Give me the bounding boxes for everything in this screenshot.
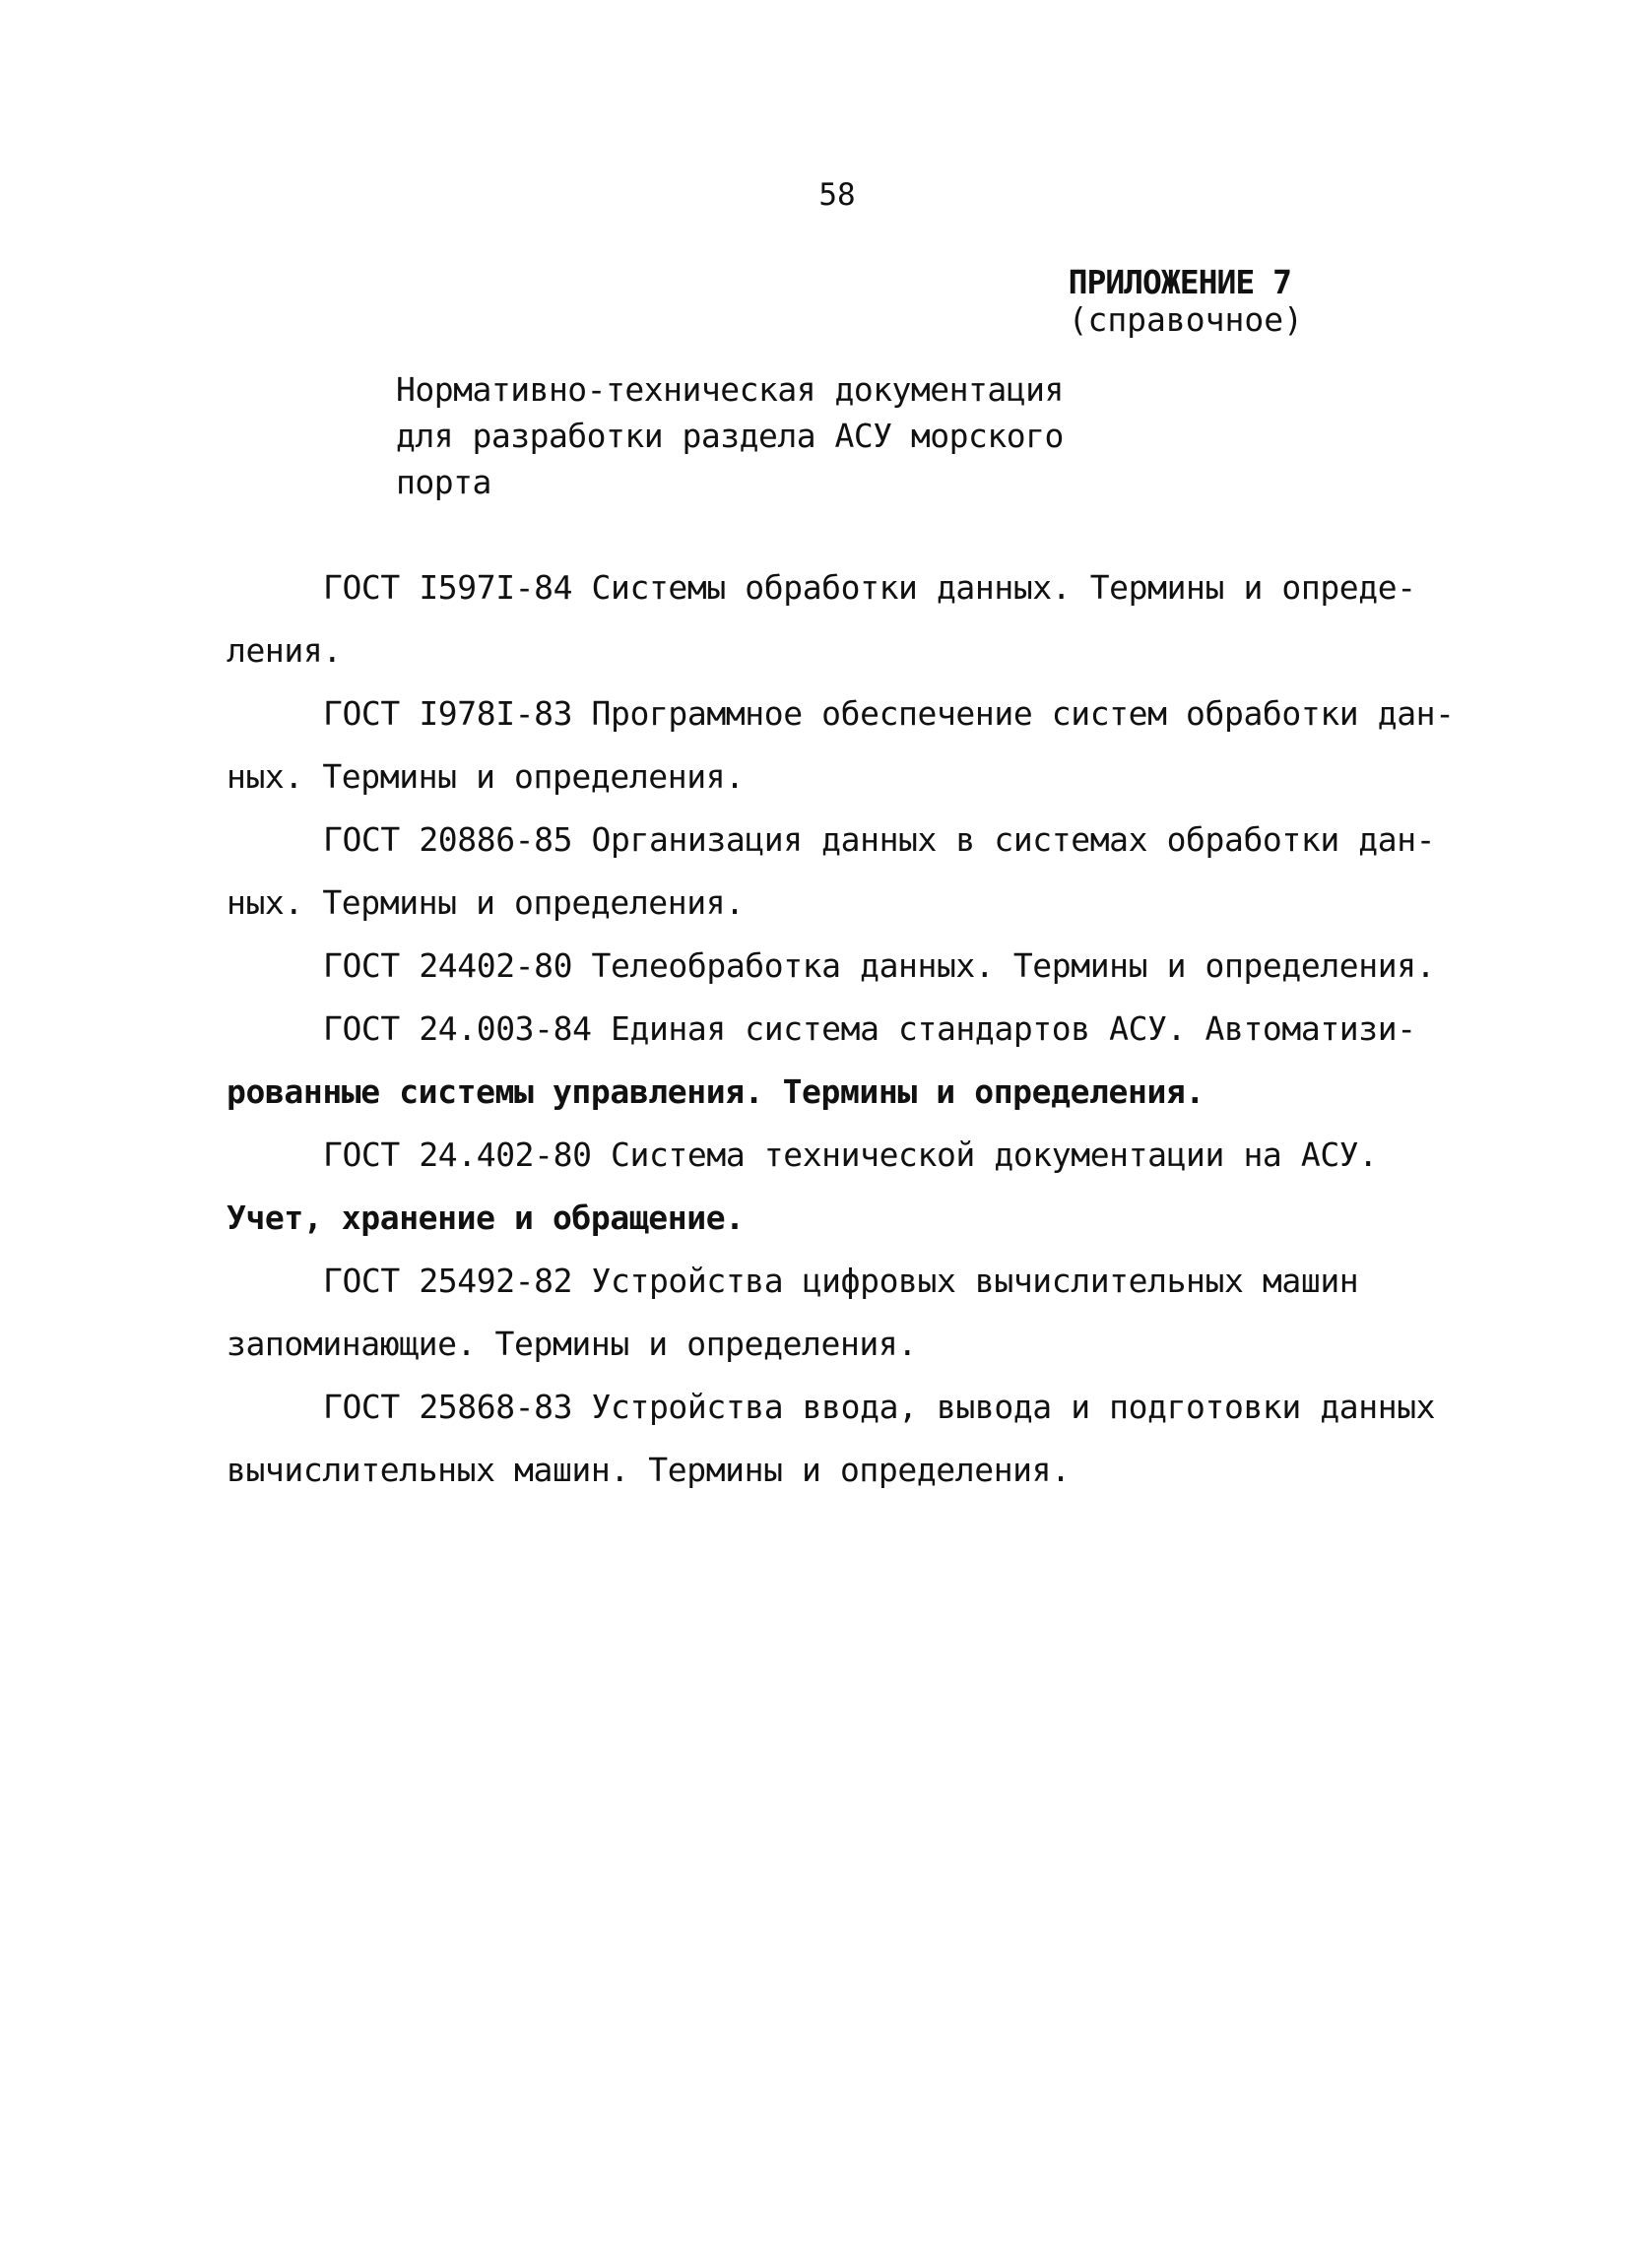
appendix-label: ПРИЛОЖЕНИЕ 7 (1068, 263, 1291, 301)
references-list (227, 556, 1455, 1502)
reference-line: Учет, хранение и обращение. (227, 1199, 745, 1237)
appendix-note: (справочное) (1068, 300, 1303, 339)
reference-line: ГОСТ I978I-83 Программное обеспечение систем обработки дан- (323, 694, 1455, 733)
reference-line: вычислительных машин. Термины и определения. (227, 1451, 1071, 1489)
reference-line: ГОСТ 20886-85 Организация данных в системах обработки дан- (323, 820, 1436, 859)
reference-item-7 (227, 1250, 1438, 1376)
reference-item-4 (227, 935, 1438, 998)
reference-line: ГОСТ 25868-83 Устройства ввода, вывода и подготовки данных (323, 1388, 1436, 1426)
reference-line: ных. Термины и определения. (227, 757, 745, 796)
reference-item-6 (227, 1124, 1438, 1250)
appendix-header (1069, 264, 1303, 339)
reference-line: ГОСТ 25492-82 Устройства цифровых вычислительных машин (323, 1262, 1359, 1300)
reference-line: запоминающие. Термины и определения. (227, 1325, 917, 1363)
reference-line: ГОСТ 24.402-80 Система технической документации на АСУ. (323, 1135, 1378, 1174)
reference-item-1 (227, 556, 1438, 682)
heading-line-1: Нормативно-техническая документация (396, 370, 1064, 409)
reference-line: ГОСТ 24402-80 Телеобработка данных. Термины и определения. (323, 946, 1436, 985)
reference-item-3 (227, 809, 1438, 935)
reference-item-2 (227, 682, 1455, 809)
reference-line: ГОСТ 24.003-84 Единая система стандартов АСУ. Автоматизи- (323, 1009, 1416, 1048)
heading-line-3: порта (396, 463, 491, 501)
reference-line: рованные системы управления. Термины и определения. (227, 1072, 1205, 1111)
document-heading (396, 366, 1144, 505)
reference-line: ГОСТ I597I-84 Системы обработки данных. Термины и опреде- (323, 568, 1416, 607)
reference-line: ных. Термины и определения. (227, 883, 745, 922)
reference-item-8 (227, 1376, 1438, 1502)
page-number: 58 (818, 177, 856, 213)
reference-line: ления. (227, 631, 342, 670)
heading-line-2: для разработки раздела АСУ морского (396, 417, 1064, 455)
reference-item-5 (227, 998, 1438, 1124)
